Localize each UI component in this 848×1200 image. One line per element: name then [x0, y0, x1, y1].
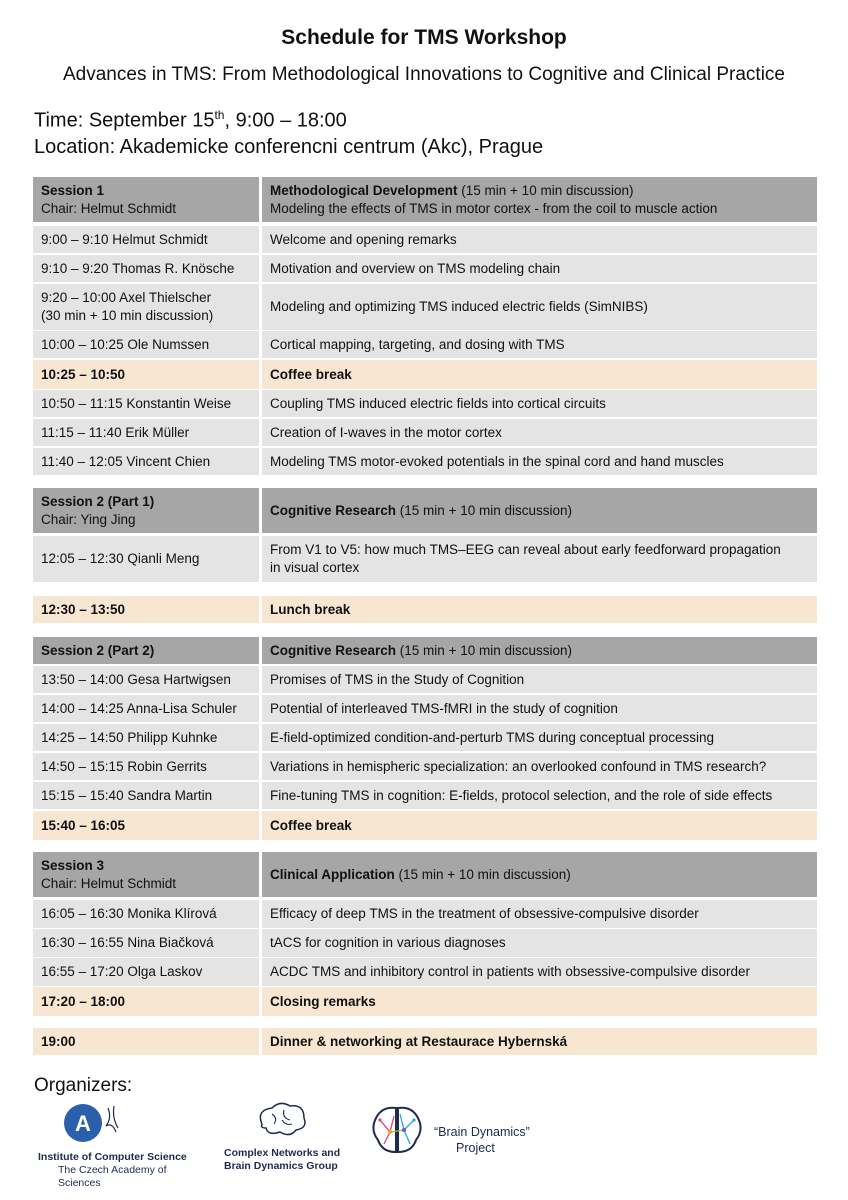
title-cell: Fine-tuning TMS in cognition: E-fields, protocol selection, and the role of side effects [262, 782, 817, 809]
table-row [33, 782, 817, 809]
title-cell: Cortical mapping, targeting, and dosing with TMS [262, 331, 817, 358]
organizers-label: Organizers: [34, 1075, 133, 1096]
table-row [33, 900, 817, 928]
time-speaker-cell: 16:05 – 16:30 Monika Klírová [33, 900, 259, 928]
table-row [33, 958, 817, 986]
page-subtitle: Advances in TMS: From Methodological Innovations to Cognitive and Clinical Practice [63, 64, 785, 85]
time-speaker-cell: 11:40 – 12:05 Vincent Chien [33, 448, 259, 475]
bd-name-line2: Project [456, 1141, 495, 1155]
session-header-row [33, 177, 817, 222]
title-cell: Welcome and opening remarks [262, 226, 817, 253]
table-row [33, 536, 817, 582]
time-speaker-cell: 17:20 – 18:00 [33, 987, 259, 1016]
title-cell: Lunch break [262, 596, 817, 623]
ics-logo-icon [38, 1102, 128, 1144]
time-speaker-cell: 12:30 – 13:50 [33, 596, 259, 623]
title-cell: Coupling TMS induced electric fields into cortical circuits [262, 390, 817, 417]
time-speaker-cell: 12:05 – 12:30 Qianli Meng [33, 536, 259, 582]
cnb-name-line2: Brain Dynamics Group [224, 1160, 338, 1172]
time-speaker-cell: Session 3 Chair: Helmut Schmidt [33, 852, 259, 897]
time-speaker-cell: 16:30 – 16:55 Nina Biačková [33, 929, 259, 957]
title-cell: tACS for cognition in various diagnoses [262, 929, 817, 957]
title-cell: From V1 to V5: how much TMS–EEG can reveal about early feedforward propagation in visual cortex [262, 536, 817, 582]
title-cell: Clinical Application (15 min + 10 min discussion) [262, 852, 817, 897]
session-header-row [33, 488, 817, 533]
brain-outline-icon [252, 1102, 312, 1140]
cnb-logo [224, 1102, 354, 1172]
title-cell: Coffee break [262, 811, 817, 840]
time-speaker-cell: Session 2 (Part 2) [33, 637, 259, 664]
time-speaker-cell: 14:50 – 15:15 Robin Gerrits [33, 753, 259, 780]
time-speaker-cell: 19:00 [33, 1028, 259, 1055]
ics-name: Institute of Computer Science [38, 1151, 187, 1163]
cnb-name-line1: Complex Networks and [224, 1147, 341, 1159]
break-row [33, 1028, 817, 1055]
title-cell: Methodological Development (15 min + 10 min discussion) Modeling the effects of TMS in motor cortex - from the coil to muscle action [262, 177, 817, 222]
location-info: Location: Akademicke conferencni centrum (Akc), Prague [34, 136, 544, 158]
break-row [33, 811, 817, 840]
break-row [33, 987, 817, 1016]
title-cell: Motivation and overview on TMS modeling chain [262, 255, 817, 282]
title-cell: Modeling TMS motor-evoked potentials in the spinal cord and hand muscles [262, 448, 817, 475]
time-speaker-cell: 15:40 – 16:05 [33, 811, 259, 840]
break-row [33, 596, 817, 623]
time-speaker-cell: 9:10 – 9:20 Thomas R. Knösche [33, 255, 259, 282]
time-speaker-cell: Session 2 (Part 1) Chair: Ying Jing [33, 488, 259, 533]
title-cell: Coffee break [262, 360, 817, 389]
title-cell: E-field-optimized condition-and-perturb TMS during conceptual processing [262, 724, 817, 751]
time-speaker-cell: 10:25 – 10:50 [33, 360, 259, 389]
title-cell: Modeling and optimizing TMS induced electric fields (SimNIBS) [262, 284, 817, 330]
time-speaker-cell: 14:25 – 14:50 Philipp Kuhnke [33, 724, 259, 751]
table-row [33, 226, 817, 253]
table-row [33, 255, 817, 282]
title-cell: Potential of interleaved TMS-fMRI in the study of cognition [262, 695, 817, 722]
table-row [33, 419, 817, 446]
title-cell: ACDC TMS and inhibitory control in patients with obsessive-compulsive disorder [262, 958, 817, 986]
table-row [33, 929, 817, 957]
ics-logo [38, 1102, 208, 1189]
time-speaker-cell: 10:00 – 10:25 Ole Numssen [33, 331, 259, 358]
break-row [33, 360, 817, 389]
ics-subname: The Czech Academy of Sciences [58, 1164, 167, 1189]
table-row [33, 448, 817, 475]
title-cell: Dinner & networking at Restaurace Hybernská [262, 1028, 817, 1055]
table-row [33, 331, 817, 358]
brain-network-icon [368, 1102, 426, 1160]
time-speaker-cell: 14:00 – 14:25 Anna-Lisa Schuler [33, 695, 259, 722]
session-header-row [33, 852, 817, 897]
brain-dynamics-logo [368, 1102, 548, 1172]
session-header-row [33, 637, 817, 664]
title-cell: Cognitive Research (15 min + 10 min discussion) [262, 637, 817, 664]
svg-text:A: A [75, 1111, 91, 1136]
time-speaker-cell: 13:50 – 14:00 Gesa Hartwigsen [33, 666, 259, 693]
title-cell: Cognitive Research (15 min + 10 min discussion) [262, 488, 817, 533]
time-speaker-cell: 11:15 – 11:40 Erik Müller [33, 419, 259, 446]
title-cell: Efficacy of deep TMS in the treatment of obsessive-compulsive disorder [262, 900, 817, 928]
page-title: Schedule for TMS Workshop [281, 26, 567, 49]
time-speaker-cell: 9:00 – 9:10 Helmut Schmidt [33, 226, 259, 253]
time-speaker-cell: 15:15 – 15:40 Sandra Martin [33, 782, 259, 809]
table-row [33, 666, 817, 693]
time-info: Time: September 15th, 9:00 – 18:00 [34, 108, 347, 132]
title-cell: Creation of I-waves in the motor cortex [262, 419, 817, 446]
title-cell: Closing remarks [262, 987, 817, 1016]
title-cell: Promises of TMS in the Study of Cognition [262, 666, 817, 693]
table-row [33, 753, 817, 780]
table-row [33, 724, 817, 751]
time-speaker-cell: 10:50 – 11:15 Konstantin Weise [33, 390, 259, 417]
title-cell: Variations in hemispheric specialization: an overlooked confound in TMS research? [262, 753, 817, 780]
time-speaker-cell: 9:20 – 10:00 Axel Thielscher (30 min + 10 min discussion) [33, 284, 259, 330]
table-row [33, 695, 817, 722]
table-row [33, 390, 817, 417]
time-speaker-cell: 16:55 – 17:20 Olga Laskov [33, 958, 259, 986]
table-row [33, 284, 817, 330]
time-speaker-cell: Session 1 Chair: Helmut Schmidt [33, 177, 259, 222]
bd-name-line1: “Brain Dynamics” [434, 1125, 530, 1139]
